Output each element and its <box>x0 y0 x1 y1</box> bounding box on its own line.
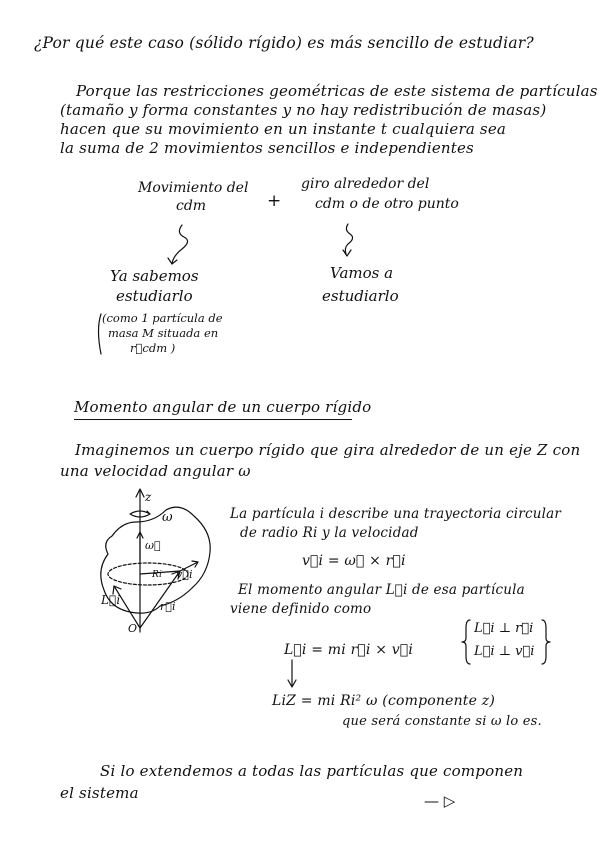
component-equation: LiZ = mi Ri² ω (componente z) <box>272 693 495 709</box>
perpendicular-r: L⃗i ⊥ r⃗i <box>474 621 534 636</box>
explanation-line-1: La partícula i describe una trayectoria circular <box>230 506 562 522</box>
position-vector <box>140 571 180 628</box>
angular-momentum-label: L⃗i <box>101 593 121 607</box>
velocity-vector-label: v⃗i <box>176 568 193 581</box>
rigid-body-shape <box>101 507 210 613</box>
velocity-equation: v⃗i = ω⃗ × r⃗i <box>302 553 406 569</box>
result-left-2: estudiarlo <box>116 287 193 305</box>
final-line-2: el sistema <box>60 784 139 802</box>
omega-label: ω <box>162 510 173 525</box>
plus-sign: + <box>267 191 282 211</box>
intro-line-2: (tamaño y forma constantes y no hay redistribución de masas) <box>60 101 547 119</box>
squiggle-arrow-right-icon <box>345 224 352 254</box>
result-right-2: estudiarlo <box>322 287 399 305</box>
movement-cdm-label-2: cdm <box>176 198 207 214</box>
note-line-3: r⃗cdm ) <box>130 341 176 355</box>
z-axis-label: z <box>145 490 152 504</box>
section-title: Momento angular de un cuerpo rígido <box>74 398 372 416</box>
explanation-line-2: de radio Ri y la velocidad <box>240 525 419 541</box>
imagine-line-1: Imaginemos un cuerpo rígido que gira alrededor de un eje Z con <box>75 441 581 459</box>
intro-line-4: la suma de 2 movimientos sencillos e independientes <box>60 139 474 157</box>
rotation-label: giro alrededor del <box>301 176 430 192</box>
explanation-line-3: El momento angular L⃗i de esa partícula <box>238 582 525 598</box>
origin-label: O <box>128 622 138 635</box>
intro-line-3: hacen que su movimiento en un instante t cualquiera sea <box>60 120 507 138</box>
result-left-1: Ya sabemos <box>110 267 199 285</box>
movement-cdm-label: Movimiento del <box>138 180 249 196</box>
explanation-line-4: viene definido como <box>230 601 372 617</box>
final-line-1: Si lo extendemos a todas las partículas que componen <box>100 762 524 780</box>
note-line-1: (como 1 partícula de <box>102 311 223 325</box>
component-note: que será constante si ω lo es. <box>342 714 542 729</box>
omega-vector-label: ω⃗ <box>145 539 161 552</box>
note-line-2: masa M situada en <box>108 326 219 340</box>
radius-label: Ri <box>152 570 163 580</box>
result-right-1: Vamos a <box>330 264 394 282</box>
squiggle-arrow-left-icon <box>172 225 188 263</box>
squiggle-arrow-right-head <box>343 250 351 256</box>
position-vector-label: r⃗i <box>160 600 176 613</box>
continue-arrow-icon: — ▷ <box>424 792 456 810</box>
question-heading: ¿Por qué este caso (sólido rígido) es más sencillo de estudiar? <box>34 34 534 52</box>
intro-line-1: Porque las restricciones geométricas de este sistema de partículas <box>76 82 598 100</box>
imagine-line-2: una velocidad angular ω <box>60 462 251 480</box>
perpendicular-v: L⃗i ⊥ v⃗i <box>474 644 535 659</box>
rotation-label-2: cdm o de otro punto <box>315 196 459 212</box>
momentum-equation: L⃗i = mi r⃗i × v⃗i <box>284 642 413 658</box>
